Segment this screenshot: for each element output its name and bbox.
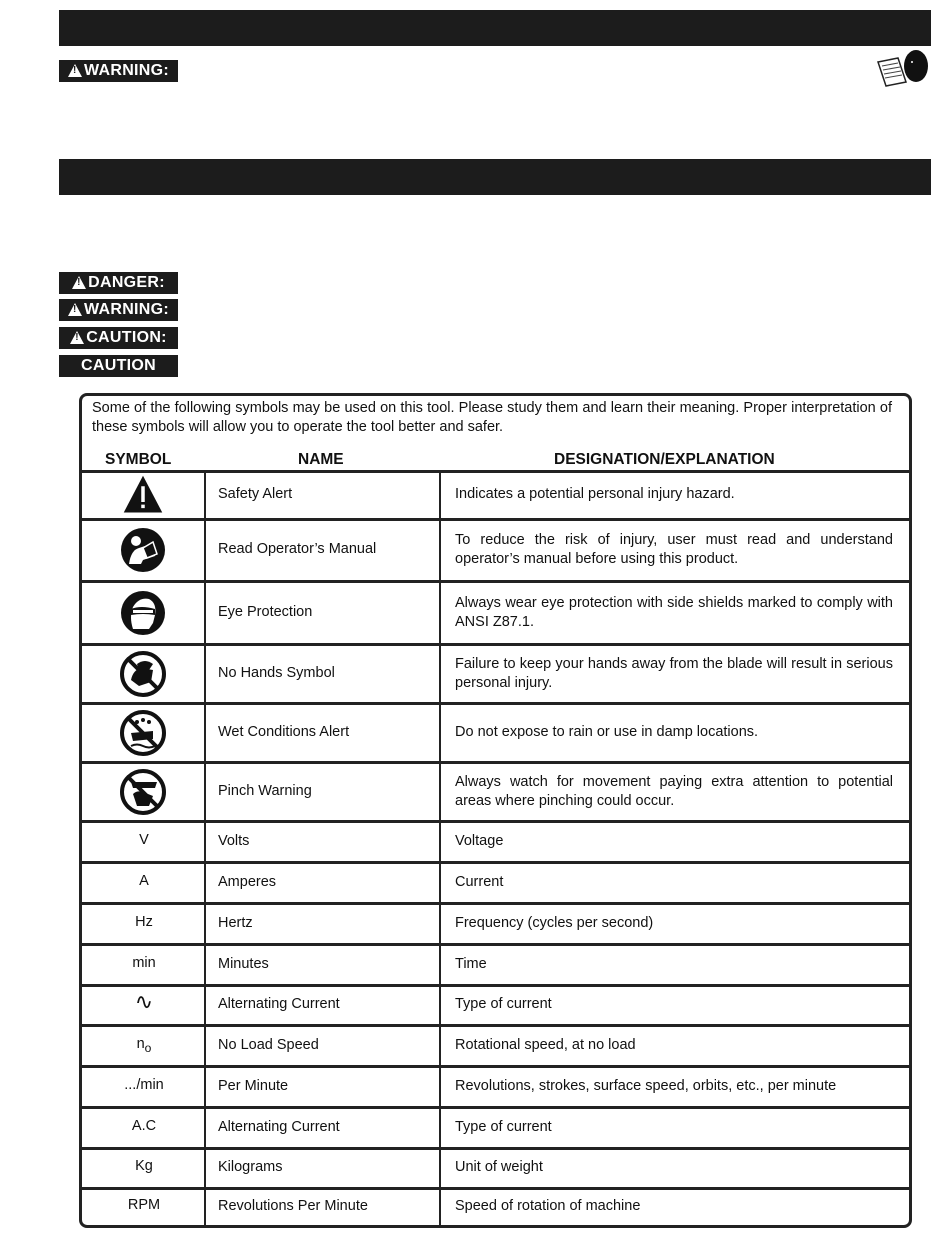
section-header-bar-1 xyxy=(59,10,931,46)
name-cell: Pinch Warning xyxy=(218,782,312,799)
table-column-divider xyxy=(204,471,206,1226)
name-cell: Per Minute xyxy=(218,1077,289,1094)
table-row-divider xyxy=(82,470,910,473)
caution-alert-label: ! CAUTION: xyxy=(59,327,178,349)
table-row-divider xyxy=(82,702,910,705)
name-cell: No Load Speed xyxy=(218,1036,319,1053)
name-cell: Eye Protection xyxy=(218,603,313,620)
symbol-cell: RPM xyxy=(127,1197,161,1213)
explanation-cell: Do not expose to rain or use in damp locations. xyxy=(455,723,759,740)
name-cell: Volts xyxy=(218,832,250,849)
symbol-cell: Hz xyxy=(135,913,153,930)
safety-alert-icon xyxy=(122,474,164,516)
warning-label: ! WARNING: xyxy=(59,299,178,321)
table-row-divider xyxy=(82,1065,910,1068)
section-header-bar-2 xyxy=(59,159,931,195)
symbol-cell: A.C xyxy=(131,1117,157,1134)
table-row-divider xyxy=(82,1187,910,1190)
name-cell: Alternating Current xyxy=(218,996,340,1012)
eye-protection-icon xyxy=(119,589,167,637)
pinch-warning-icon xyxy=(119,768,167,816)
table-row-divider xyxy=(82,820,910,823)
explanation-cell: Time xyxy=(455,955,487,972)
name-cell: Read Operator’s Manual xyxy=(218,541,377,557)
explanation-cell: To reduce the risk of injury, user must read and understand operator’s manual before using this product. xyxy=(455,532,893,567)
table-row-divider xyxy=(82,943,910,946)
header-name: NAME xyxy=(298,451,344,468)
alert-triangle-icon xyxy=(72,276,86,289)
table-row-divider xyxy=(82,643,910,646)
symbol-cell: A xyxy=(139,872,149,889)
table-row-divider xyxy=(82,902,910,905)
no-hands-icon xyxy=(119,650,167,698)
name-cell: No Hands Symbol xyxy=(218,664,335,681)
read-manual-icon xyxy=(876,48,930,90)
explanation-cell: Unit of weight xyxy=(455,1159,543,1175)
table-row-divider xyxy=(82,1147,910,1150)
symbol-cell: min xyxy=(132,954,156,971)
name-cell: Hertz xyxy=(218,914,253,931)
symbol-cell: .../min xyxy=(124,1076,164,1093)
wet-conditions-icon xyxy=(119,709,167,757)
explanation-cell: Type of current xyxy=(455,996,552,1012)
name-cell: Revolutions Per Minute xyxy=(218,1198,368,1214)
explanation-cell: Current xyxy=(455,873,504,890)
name-cell: Kilograms xyxy=(218,1159,283,1175)
name-cell: Alternating Current xyxy=(218,1118,340,1135)
symbol-cell: $n_o$ xyxy=(136,1035,152,1055)
symbol-cell: Kg xyxy=(135,1158,153,1174)
explanation-cell: Type of current xyxy=(455,1118,552,1135)
symbol-cell: ∿ xyxy=(134,989,154,1014)
warning-label-top: ! WARNING: xyxy=(59,60,178,82)
table-row-divider xyxy=(82,1106,910,1109)
danger-label: ! DANGER: xyxy=(59,272,178,294)
table-row-divider xyxy=(82,861,910,864)
name-cell: Wet Conditions Alert xyxy=(218,723,350,740)
explanation-cell: Frequency (cycles per second) xyxy=(455,914,654,931)
table-row-divider xyxy=(82,984,910,987)
explanation-cell: Revolutions, strokes, surface speed, orbits, etc., per minute xyxy=(455,1077,837,1094)
alert-triangle-icon xyxy=(70,331,84,344)
explanation-cell: Speed of rotation of machine xyxy=(455,1198,641,1214)
explanation-cell: Always wear eye protection with side shields marked to comply with ANSI Z87.1. xyxy=(455,594,893,630)
table-row-divider xyxy=(82,761,910,764)
header-explanation: DESIGNATION/EXPLANATION xyxy=(554,451,775,468)
explanation-cell: Voltage xyxy=(455,832,504,849)
name-cell: Safety Alert xyxy=(218,486,293,502)
table-row-divider xyxy=(82,580,910,583)
alert-triangle-icon xyxy=(68,303,82,316)
symbol-cell: V xyxy=(139,831,149,848)
name-cell: Amperes xyxy=(218,873,277,890)
table-column-divider xyxy=(439,471,441,1226)
explanation-cell: Failure to keep your hands away from the blade will result in serious personal injury. xyxy=(455,655,893,691)
table-row-divider xyxy=(82,1024,910,1027)
caution-label: CAUTION xyxy=(59,355,178,377)
alert-triangle-icon xyxy=(68,64,82,77)
read-manual-icon xyxy=(119,526,167,574)
table-intro: Some of the following symbols may be used on this tool. Please study them and learn their meaning. Proper interpretation of these symbols will allow you to operate the tool better and safer. xyxy=(92,400,892,435)
name-cell: Minutes xyxy=(218,955,269,972)
explanation-cell: Rotational speed, at no load xyxy=(455,1036,636,1053)
header-symbol: SYMBOL xyxy=(105,451,172,468)
table-row-divider xyxy=(82,518,910,521)
explanation-cell: Always watch for movement paying extra attention to potential areas where pinching could occur. xyxy=(455,773,893,809)
explanation-cell: Indicates a potential personal injury hazard. xyxy=(455,486,735,502)
